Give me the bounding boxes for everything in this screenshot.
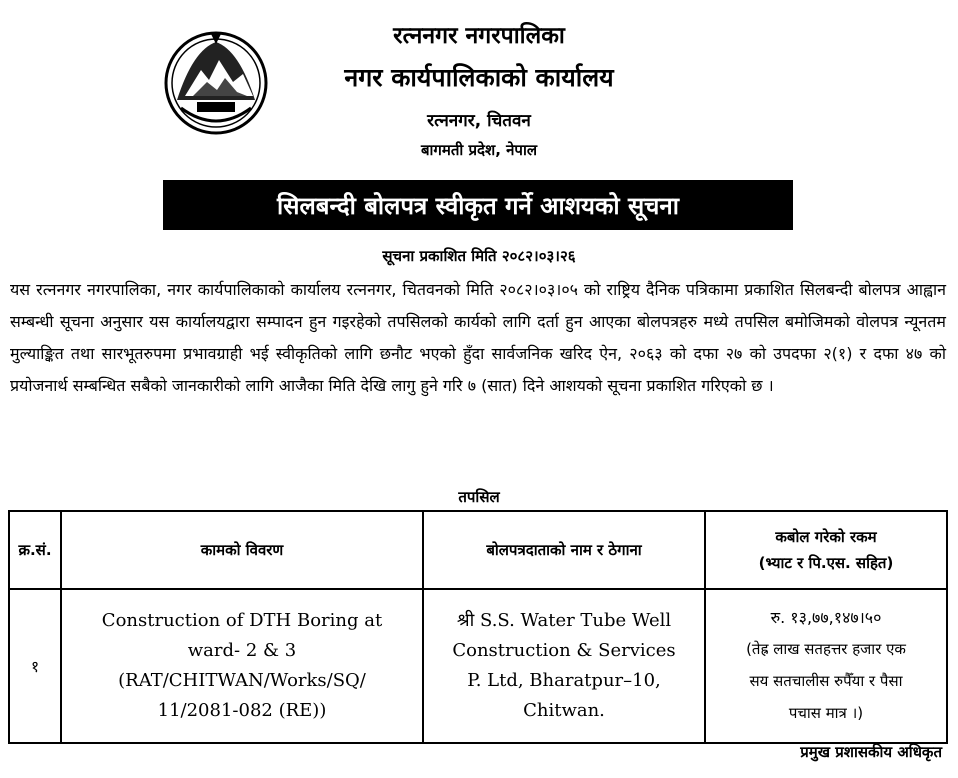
signatory-title: प्रमुख प्रशासकीय अधिकृत	[800, 743, 942, 761]
award-table	[8, 510, 948, 744]
bidder-line: श्री S.S. Water Tube Well	[456, 610, 672, 631]
table-header-row	[9, 511, 947, 589]
row-bidder	[423, 589, 705, 743]
schedule-label: तपसिल	[458, 488, 500, 506]
header-amount-line1: कबोल गरेको रकम	[775, 528, 877, 546]
header-amount	[705, 511, 947, 589]
amount-words-line: (तेह्र लाख सतहत्तर हजार एक	[746, 640, 906, 658]
published-date: सूचना प्रकाशित मिति २०८२।०३।२६	[382, 247, 576, 265]
row-description	[61, 589, 423, 743]
amount-words-line: सय सतचालीस रुपैँया र पैसा	[749, 672, 903, 690]
description-line: (RAT/CHITWAN/Works/SQ/	[118, 670, 366, 691]
municipality-name: रत्ननगर नगरपालिका	[393, 23, 565, 49]
province-country: बागमती प्रदेश, नेपाल	[420, 141, 538, 159]
header-sn: क्र.सं.	[9, 511, 61, 589]
bidder-line: P. Ltd, Bharatpur–10,	[467, 670, 661, 691]
table-row	[9, 589, 947, 743]
row-sn: १	[9, 589, 61, 743]
header-description: कामको विवरण	[61, 511, 423, 589]
amount-words-line: पचास मात्र ।)	[788, 704, 864, 722]
bidder-line: Construction & Services	[452, 640, 676, 661]
description-line: Construction of DTH Boring at	[101, 610, 383, 631]
bidder-line: Chitwan.	[523, 700, 605, 721]
description-line: 11/2081-082 (RE))	[157, 700, 327, 721]
description-line: ward- 2 & 3	[187, 640, 297, 661]
header-bidder: बोलपत्रदाताको नाम र ठेगाना	[423, 511, 705, 589]
notice-title: सिलबन्दी बोलपत्र स्वीकृत गर्ने आशयको सूचना	[163, 180, 793, 230]
row-amount	[705, 589, 947, 743]
amount-figure: रु. १३,७७,१४७।५०	[770, 608, 882, 627]
office-address: रत्ननगर, चितवन	[427, 111, 531, 131]
header-amount-line2: (भ्याट र पि.एस. सहित)	[758, 554, 894, 572]
notice-body: यस रत्ननगर नगरपालिका, नगर कार्यपालिकाको कार्यालय रत्ननगर, चितवनको मिति २०८२।०३।०५ को राष्ट्रिय दैनिक पत्रिकामा प्रकाशित सिलबन्दी बोलपत्र आह्वान सम्बन्धी सूचना अनुसार यस कार्यालयद्वारा सम्पादन हुन गइरहेको तपसिलको कार्यको लागि दर्ता हुन आएका बोलपत्रहरु मध्ये तपसिल बमोजिमको वोलपत्र न्यूनतम मुल्याङ्कित तथा सारभूतरुपमा प्रभावग्राही भई स्वीकृतिको लागि छनौट भएको हुँदा सार्वजनिक खरिद ऐन, २०६३ को दफा २७ को उपदफा २(१) र दफा ४७ को प्रयोजनार्थ सम्बन्धित सबैको जानकारीको लागि आजैका मिति देखि लागु हुने गरि ७ (सात) दिने आशयको सूचना प्रकाशित गरिएको छ ।	[10, 280, 946, 395]
office-name: नगर कार्यपालिकाको कार्यालय	[344, 63, 614, 92]
